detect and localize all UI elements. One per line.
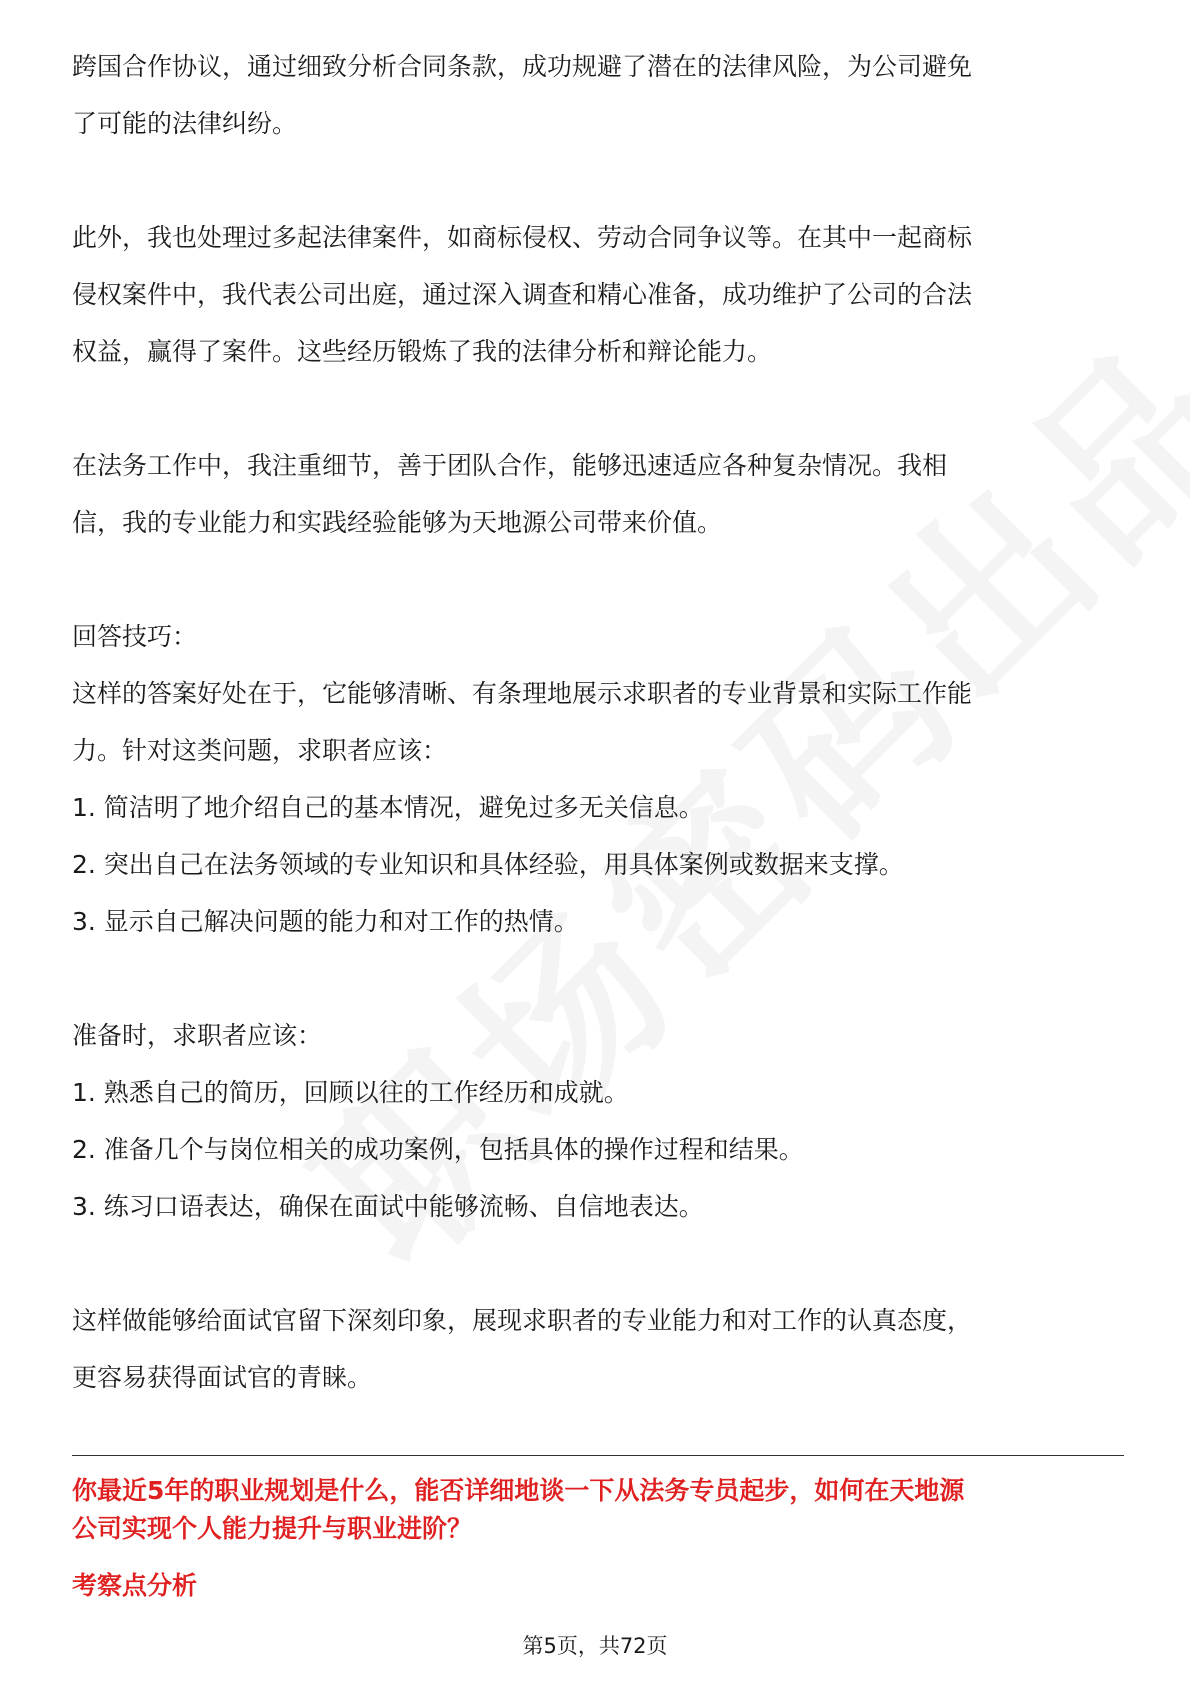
list-item: 1. 熟悉自己的简历，回顾以往的工作经历和成就。 [72, 1078, 629, 1107]
page-footer: 第5页，共72页 [522, 1634, 668, 1658]
paragraph-line: 了可能的法律纠纷。 [72, 109, 298, 138]
paragraph-line: 力。针对这类问题，求职者应该： [72, 736, 448, 765]
document-body [72, 38, 1122, 1406]
section-title: 考察点分析 [72, 1571, 198, 1600]
list-item: 3. 显示自己解决问题的能力和对工作的热情。 [72, 907, 579, 936]
list-item: 3. 练习口语表达，确保在面试中能够流畅、自信地表达。 [72, 1192, 704, 1221]
question-heading [72, 1472, 1124, 1548]
paragraph-line: 跨国合作协议，通过细致分析合同条款，成功规避了潜在的法律风险，为公司避免 [72, 52, 973, 81]
tips-heading: 回答技巧： [72, 622, 198, 651]
paragraph-line: 这样做能够给面试官留下深刻印象，展现求职者的专业能力和对工作的认真态度， [72, 1306, 973, 1335]
divider [72, 1455, 1124, 1456]
list-item: 2. 准备几个与岗位相关的成功案例，包括具体的操作过程和结果。 [72, 1135, 804, 1164]
paragraph-line: 此外，我也处理过多起法律案件，如商标侵权、劳动合同争议等。在其中一起商标 [72, 223, 973, 252]
paragraph-line: 权益，赢得了案件。这些经历锻炼了我的法律分析和辩论能力。 [72, 337, 773, 366]
paragraph-line: 这样的答案好处在于，它能够清晰、有条理地展示求职者的专业背景和实际工作能 [72, 679, 973, 708]
paragraph-line: 信，我的专业能力和实践经验能够为天地源公司带来价值。 [72, 508, 723, 537]
list-item: 1. 简洁明了地介绍自己的基本情况，避免过多无关信息。 [72, 793, 704, 822]
paragraph-line: 侵权案件中，我代表公司出庭，通过深入调查和精心准备，成功维护了公司的合法 [72, 280, 973, 309]
paragraph-line: 更容易获得面试官的青睐。 [72, 1363, 373, 1392]
list-item: 2. 突出自己在法务领域的专业知识和具体经验，用具体案例或数据来支撑。 [72, 850, 904, 879]
question-line: 你最近5年的职业规划是什么，能否详细地谈一下从法务专员起步，如何在天地源 [72, 1476, 965, 1505]
prep-heading: 准备时，求职者应该： [72, 1021, 323, 1050]
paragraph-line: 在法务工作中，我注重细节，善于团队合作，能够迅速适应各种复杂情况。我相 [72, 451, 948, 480]
question-line: 公司实现个人能力提升与职业进阶？ [72, 1514, 473, 1543]
